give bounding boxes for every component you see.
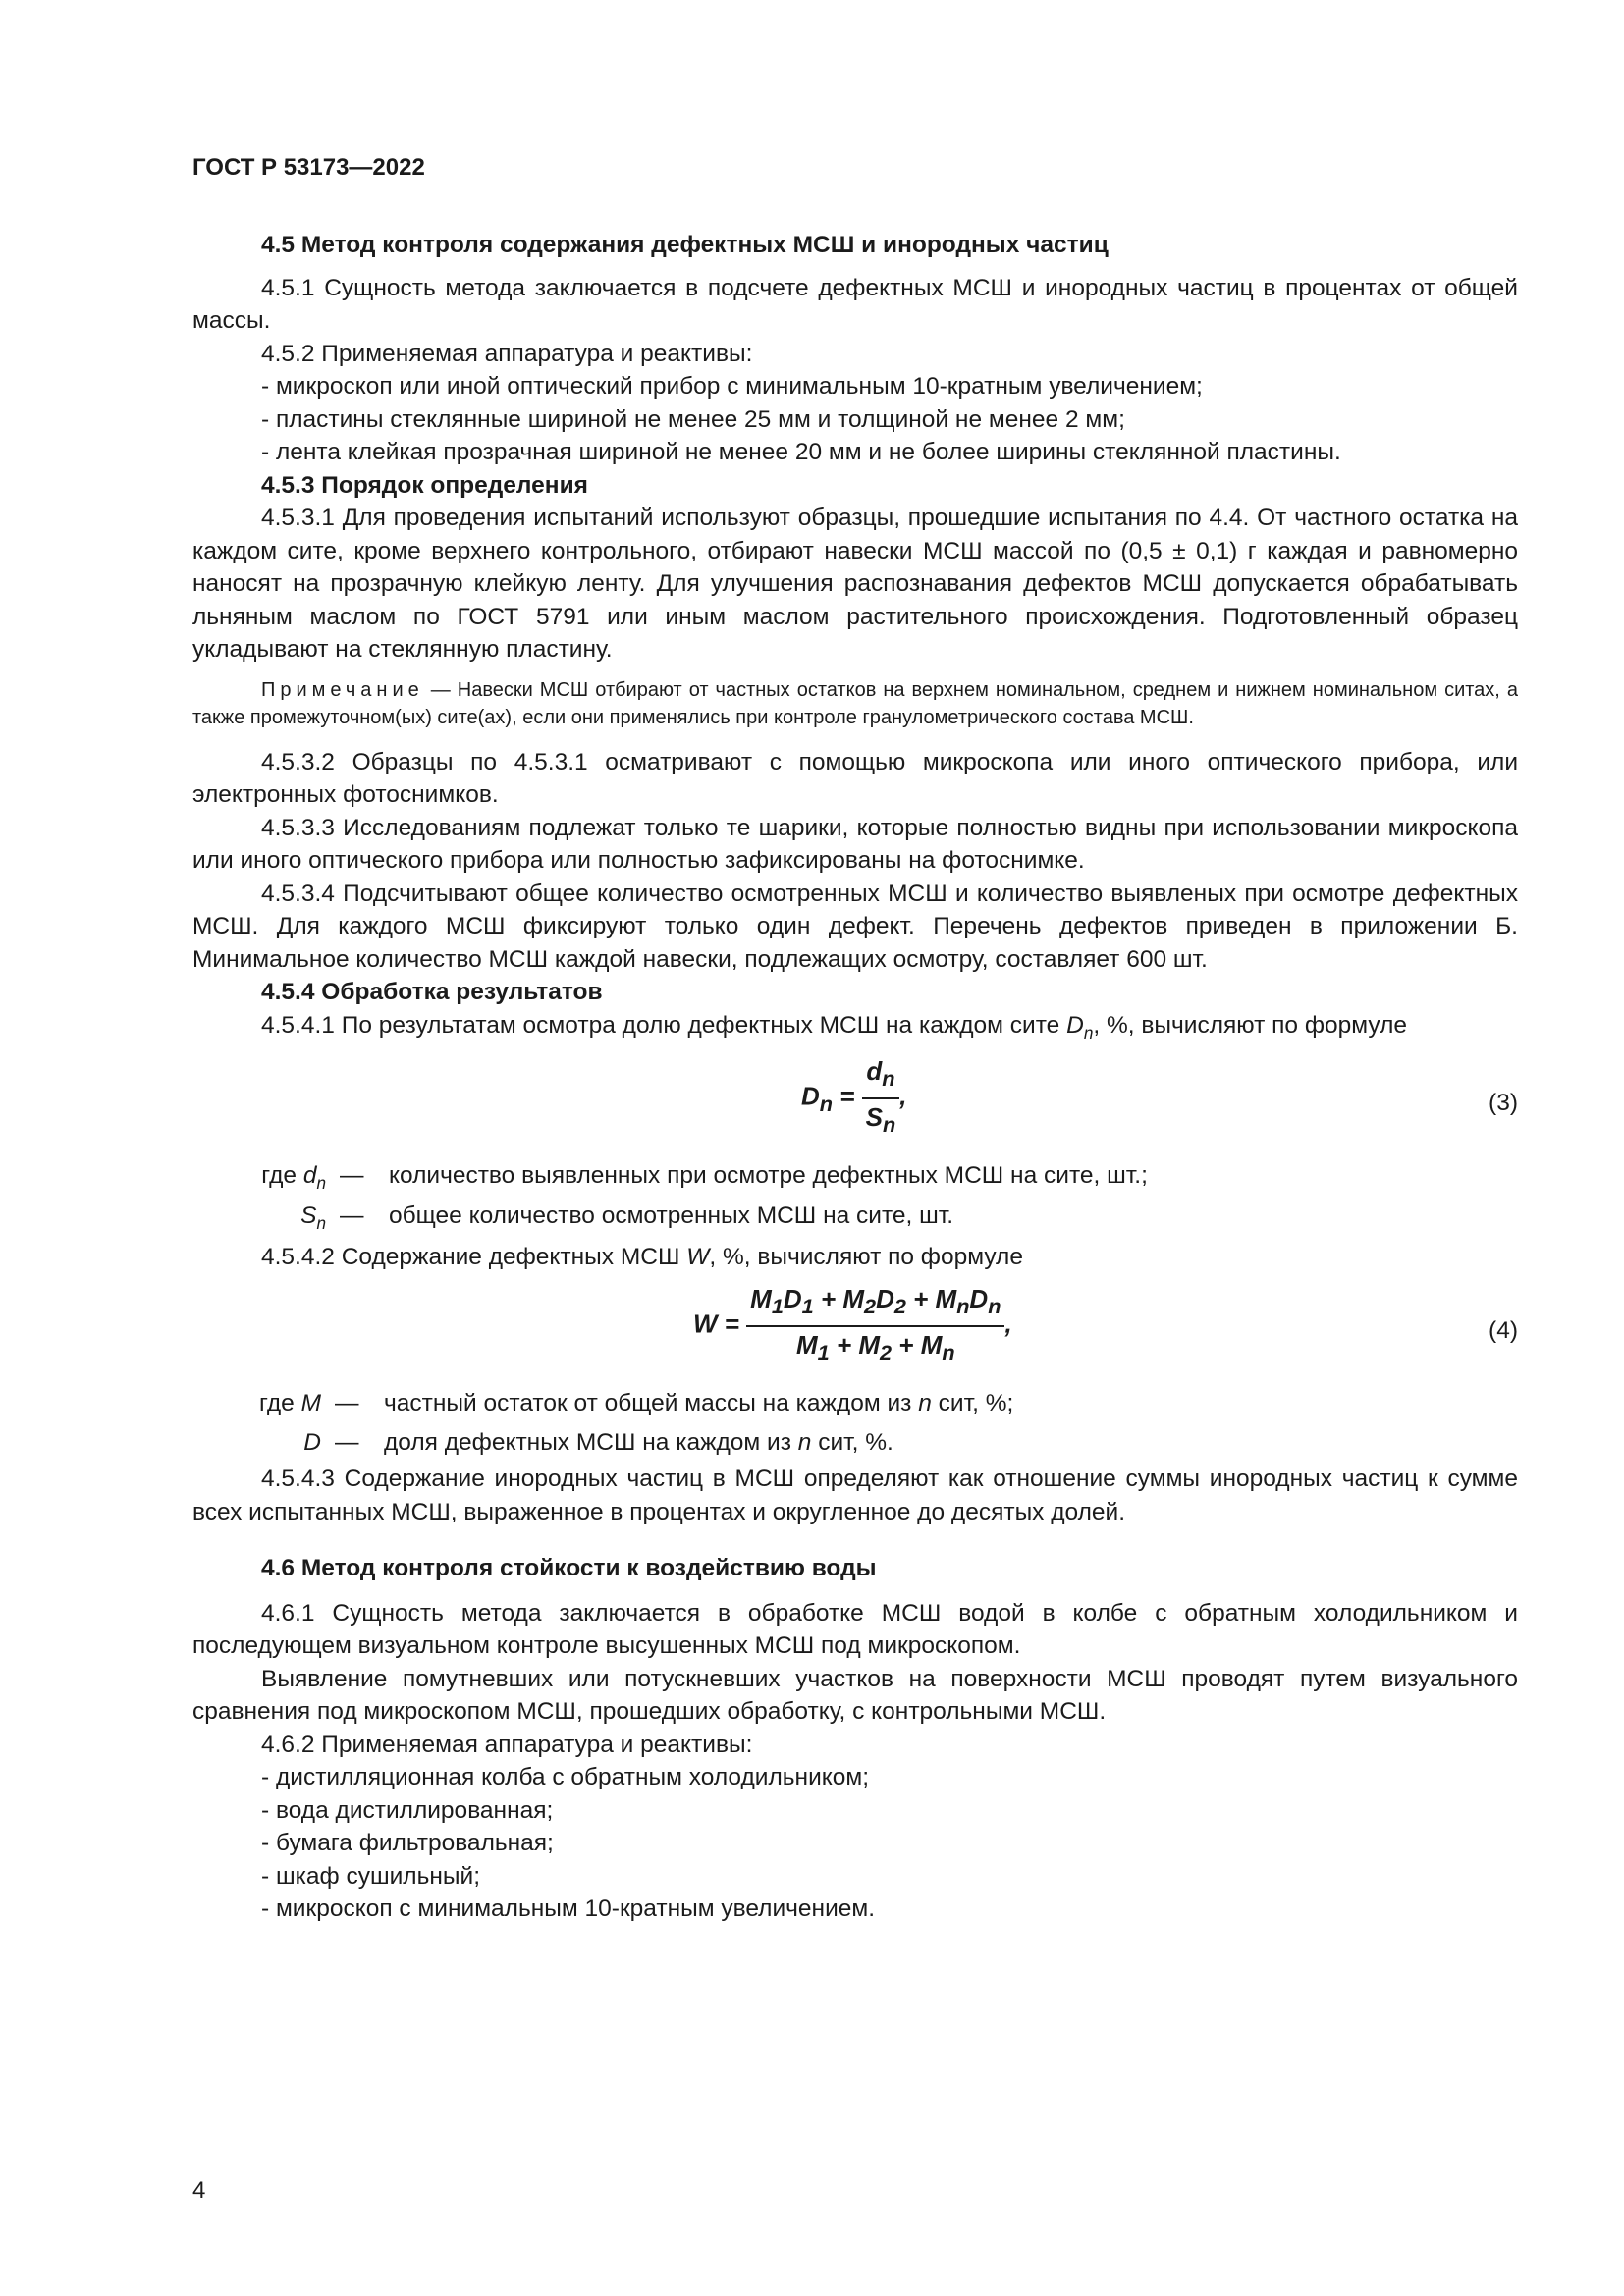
formula-3-expression: $D_n$ = $\frac{d_n}{S_n}$ , xyxy=(801,1055,907,1137)
section-title: 4.6 Метод контроля стойкости к воздействию воды xyxy=(261,1555,877,1582)
paragraph-4-6-1: 4.6.1 Сущность метода заключается в обработке МСШ водой в колбе с обратным холодильником и последующем визуальном контроле высушенных МСШ под микроскопом. xyxy=(192,1599,1518,1660)
list-item: - лента клейкая прозрачная шириной не менее 20 мм и не более ширины стеклянной пластины. xyxy=(261,439,1341,465)
where-row: где M — частный остаток от общей массы на каждом из n сит, %; xyxy=(192,1387,1518,1420)
paragraph-4-5-3-4: 4.5.3.4 Подсчитывают общее количество осмотренных МСШ и количество выявленых при осмотре дефектных МСШ. Для каждого МСШ фиксируют только один дефект. Перечень дефектов приведен в приложении Б. Минимальное количество МСШ каждой навески, подлежащих осмотру, составляет 600 шт. xyxy=(192,880,1518,973)
note-text: — Навески МСШ отбирают от частных остатков на верхнем номинальном, среднем и нижнем номинальном ситах, а также промежуточном(ых) сите(ах), если они применялись при контроле гранулометрического состава МСШ. xyxy=(192,678,1518,728)
list-item: - шкаф сушильный; xyxy=(261,1862,481,1890)
list-item: - микроскоп или иной оптический прибор с минимальным 10-кратным увеличением; xyxy=(261,373,1203,400)
paragraph-4-5-3-2: 4.5.3.2 Образцы по 4.5.3.1 осматривают с помощью микроскопа или иного оптического прибора, или электронных фотоснимков. xyxy=(192,748,1518,808)
paragraph-4-5-4-2: 4.5.4.2 Содержание дефектных МСШ W, %, вычисляют по формуле xyxy=(261,1243,1023,1270)
paragraph-4-5-2: 4.5.2 Применяемая аппаратура и реактивы: xyxy=(261,340,753,367)
where-row: D — доля дефектных МСШ на каждом из n сит, %. xyxy=(192,1426,1518,1460)
paragraph-4-5-1: 4.5.1 Сущность метода заключается в подсчете дефектных МСШ и инородных частиц в процентах от общей массы. xyxy=(192,274,1518,334)
list-item: - пластины стеклянные шириной не менее 25 мм и толщиной не менее 2 мм; xyxy=(261,405,1125,433)
section-4-5 xyxy=(192,229,1518,1926)
where-row: где $d_n$ — количество выявленных при осмотре дефектных МСШ на сите, шт.; xyxy=(192,1159,1518,1200)
list-item: - дистилляционная колба с обратным холодильником; xyxy=(261,1764,870,1791)
where-row: $S_n$ — общее количество осмотренных МСШ на сите, шт. xyxy=(192,1200,1518,1240)
paragraph-4-6-1-b: Выявление помутневших или потускневших участков на поверхности МСШ проводят путем визуального сравнения под микроскопом МСШ, прошедших обработку, с контрольными МСШ. xyxy=(192,1665,1518,1726)
paragraph-4-5-3-3: 4.5.3.3 Исследованиям подлежат только те шарики, которые полностью видны при использовании микроскопа или иного оптического прибора или полностью зафиксированы на фотоснимке. xyxy=(192,814,1518,874)
note-label: Примечание xyxy=(261,678,424,701)
where-definition: доля дефектных МСШ на каждом из n сит, %. xyxy=(384,1428,893,1456)
equation-number: (4) xyxy=(1489,1317,1518,1345)
section-title: 4.5 Метод контроля содержания дефектных МСШ и инородных частиц xyxy=(261,232,1109,258)
where-definition: количество выявленных при осмотре дефектных МСШ на сите, шт.; xyxy=(389,1161,1148,1189)
paragraph-4-5-4-1: 4.5.4.1 По результатам осмотра долю дефектных МСШ на каждом сите $D_n$, %, вычисляют по формуле xyxy=(261,1011,1407,1042)
standard-id: ГОСТ Р 53173—2022 xyxy=(192,154,425,181)
paragraph-4-6-2: 4.6.2 Применяемая аппаратура и реактивы: xyxy=(261,1731,753,1758)
subsection-heading: 4.5.4 Обработка результатов xyxy=(261,979,603,1005)
list-item: - вода дистиллированная; xyxy=(261,1796,554,1824)
subsection-heading: 4.5.3 Порядок определения xyxy=(261,471,588,499)
list-item: - бумага фильтровальная; xyxy=(261,1830,554,1857)
formula-4 xyxy=(192,1283,1518,1381)
paragraph-4-5-3-1: 4.5.3.1 Для проведения испытаний используют образцы, прошедшие испытания по 4.4. От частного остатка на каждом сите, кроме верхнего контрольного, отбирают навески МСШ массой по (0,5 ± 0,1) г каждая и равномерно наносят на прозрачную клейкую ленту. Для улучшения распознавания дефектов МСШ допускается обрабатывать льняным маслом по ГОСТ 5791 или иным маслом растительного происхождения. Подготовленный образец укладывают на стеклянную пластину. xyxy=(192,505,1518,663)
paragraph-4-5-4-3: 4.5.4.3 Содержание инородных частиц в МСШ определяют как отношение суммы инородных частиц к сумме всех испытанных МСШ, выраженное в процентах и округленное до десятых долей. xyxy=(192,1466,1518,1525)
formula-3 xyxy=(192,1055,1518,1153)
list-item: - микроскоп с минимальным 10-кратным увеличением. xyxy=(261,1896,876,1923)
formula-4-expression: W = $\frac{M_1D_1 + M_2D_2 + M_nD_n}{M_1 + M_2 + M_n}$ , xyxy=(693,1284,1012,1365)
where-definition: общее количество осмотренных МСШ на сите, шт. xyxy=(389,1202,954,1230)
where-definition: частный остаток от общей массы на каждом из n сит, %; xyxy=(384,1390,1014,1417)
equation-number: (3) xyxy=(1489,1089,1518,1116)
note xyxy=(192,676,1518,732)
page-number: 4 xyxy=(192,2177,206,2204)
